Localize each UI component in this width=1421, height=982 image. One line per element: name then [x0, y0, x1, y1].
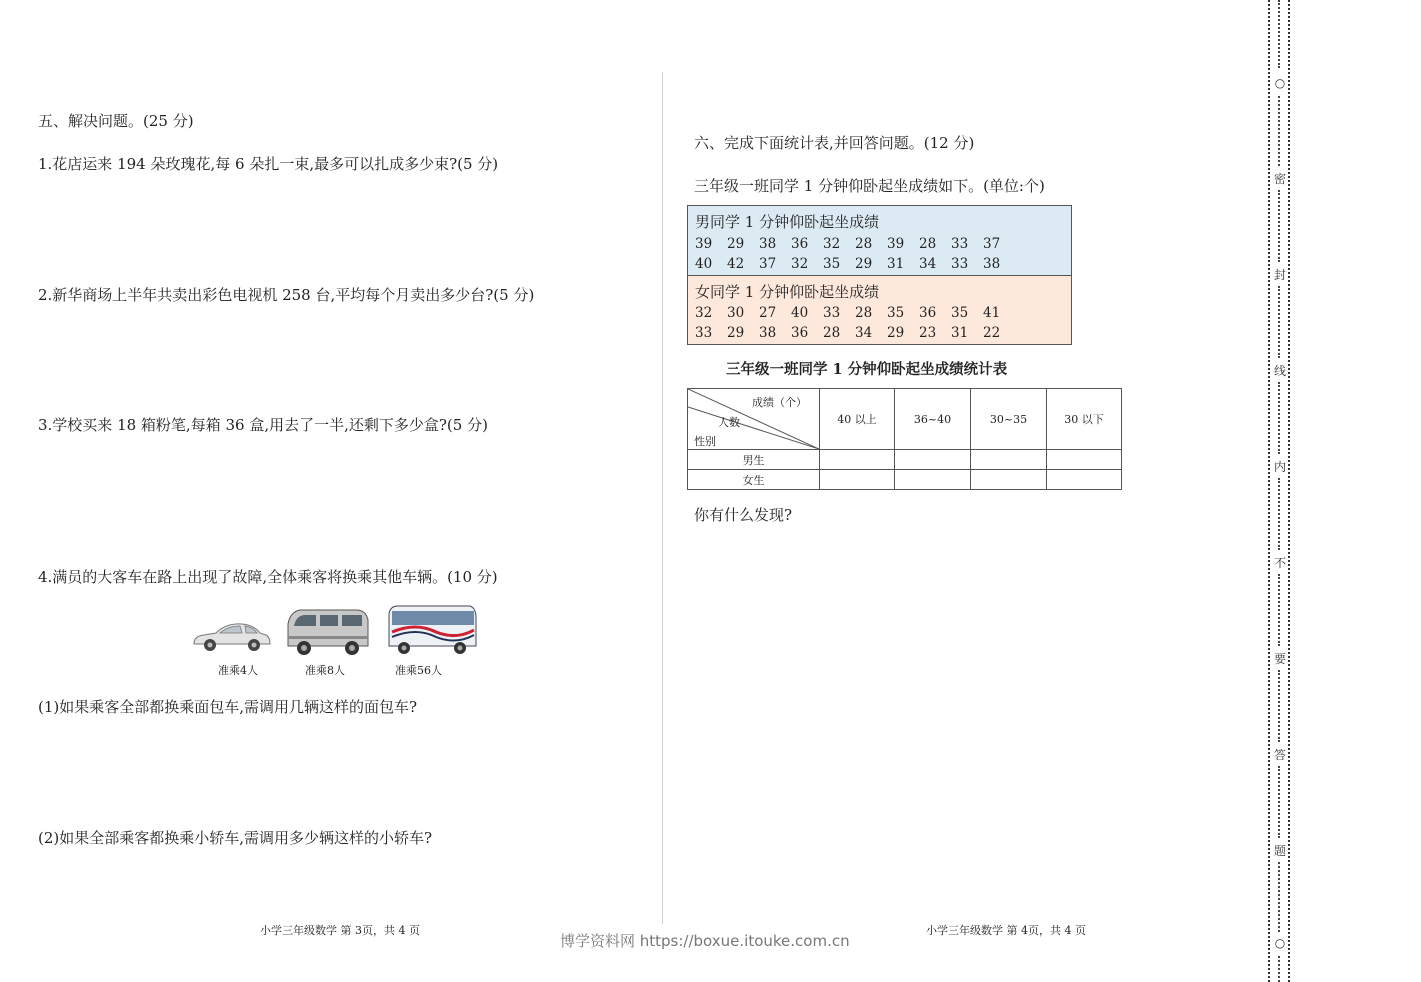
corner-gender-label: 性别 [694, 435, 716, 448]
binding-char-yao: 要 [1273, 652, 1286, 666]
boys-scores-box [687, 205, 1072, 276]
binding-dots [1278, 766, 1284, 838]
answer-cell[interactable] [820, 450, 895, 470]
binding-char-xian: 线 [1273, 364, 1286, 378]
section-six-title: 六、完成下面统计表,并回答问题。(12 分) [694, 134, 975, 152]
binding-char-da: 答 [1273, 748, 1286, 762]
binding-dots [1278, 286, 1284, 358]
watermark-text: 博学资料网 https://boxue.itouke.com.cn [560, 932, 850, 950]
binding-dots [1278, 96, 1284, 166]
answer-cell[interactable] [895, 450, 971, 470]
bus-capacity-label: 准乘56人 [395, 664, 442, 677]
boys-scores-title: 男同学 1 分钟仰卧起坐成绩 [695, 213, 880, 231]
page-3-footer: 小学三年级数学 第 3页，共 4 页 [260, 924, 420, 937]
answer-cell[interactable] [971, 450, 1047, 470]
binding-line-left [1268, 0, 1270, 982]
header-cell: 36~40 [895, 389, 971, 450]
girls-scores-row-1: 32 30 27 40 33 28 35 36 35 41 [695, 305, 1001, 321]
stats-table-title: 三年级一班同学 1 分钟仰卧起坐成绩统计表 [726, 361, 1008, 378]
binding-dots [1278, 190, 1284, 262]
binding-dots [1278, 574, 1284, 646]
question-1: 1.花店运来 194 朵玫瑰花,每 6 朵扎一束,最多可以扎成多少束?(5 分) [38, 155, 499, 173]
stats-table-corner [688, 389, 820, 450]
binding-circle-icon: ○ [1274, 76, 1286, 90]
question-4-part-2: (2)如果全部乘客都换乘小轿车,需调用多少辆这样的小轿车? [38, 829, 433, 847]
question-4: 4.满员的大客车在路上出现了故障,全体乘客将换乘其他车辆。(10 分) [38, 568, 498, 586]
question-4-part-1: (1)如果乘客全部都换乘面包车,需调用几辆这样的面包车? [38, 698, 418, 716]
binding-dots [1278, 478, 1284, 550]
header-cell: 30 以下 [1047, 389, 1122, 450]
question-3: 3.学校买来 18 箱粉笔,每箱 36 盒,用去了一半,还剩下多少盒?(5 分) [38, 416, 488, 434]
binding-dots [1278, 862, 1284, 932]
bus-icon [386, 602, 478, 658]
table-row [688, 470, 1122, 490]
car-capacity-label: 准乘4人 [218, 664, 258, 677]
discovery-question: 你有什么发现? [694, 506, 793, 524]
van-icon [282, 604, 372, 658]
binding-dots [1278, 956, 1284, 982]
row-label-girls: 女生 [688, 470, 820, 490]
header-cell: 30~35 [971, 389, 1047, 450]
boys-scores-row-1: 39 29 38 36 32 28 39 28 33 37 [695, 236, 1001, 252]
corner-score-label: 成绩（个） [752, 396, 807, 409]
binding-char-bu: 不 [1273, 556, 1286, 570]
table-row [688, 450, 1122, 470]
van-capacity-label: 准乘8人 [305, 664, 345, 677]
question-2: 2.新华商场上半年共卖出彩色电视机 258 台,平均每个月卖出多少台?(5 分) [38, 286, 535, 304]
data-intro: 三年级一班同学 1 分钟仰卧起坐成绩如下。(单位:个) [694, 177, 1045, 195]
girls-scores-title: 女同学 1 分钟仰卧起坐成绩 [695, 283, 880, 301]
binding-line-right [1288, 0, 1290, 982]
binding-circle-icon: ○ [1274, 936, 1286, 950]
binding-dots [1278, 0, 1284, 68]
corner-count-label: 人数 [718, 416, 740, 429]
binding-dots [1278, 670, 1284, 742]
girls-scores-row-2: 33 29 38 36 28 34 29 23 31 22 [695, 325, 1001, 341]
answer-cell[interactable] [895, 470, 971, 490]
binding-dots [1278, 382, 1284, 454]
boys-scores-row-2: 40 42 37 32 35 29 31 34 33 38 [695, 256, 1001, 272]
answer-cell[interactable] [971, 470, 1047, 490]
answer-cell[interactable] [1047, 450, 1122, 470]
page-divider [662, 72, 663, 924]
girls-scores-box [687, 276, 1072, 345]
answer-cell[interactable] [820, 470, 895, 490]
row-label-boys: 男生 [688, 450, 820, 470]
section-five-title: 五、解决问题。(25 分) [38, 112, 194, 130]
binding-char-mi: 密 [1273, 172, 1286, 186]
binding-char-nei: 内 [1273, 460, 1286, 474]
binding-char-feng: 封 [1273, 268, 1286, 282]
binding-char-ti: 题 [1273, 844, 1286, 858]
car-icon [190, 614, 272, 656]
header-cell: 40 以上 [820, 389, 895, 450]
page-4-footer: 小学三年级数学 第 4页，共 4 页 [926, 924, 1086, 937]
stats-table [687, 388, 1122, 490]
answer-cell[interactable] [1047, 470, 1122, 490]
